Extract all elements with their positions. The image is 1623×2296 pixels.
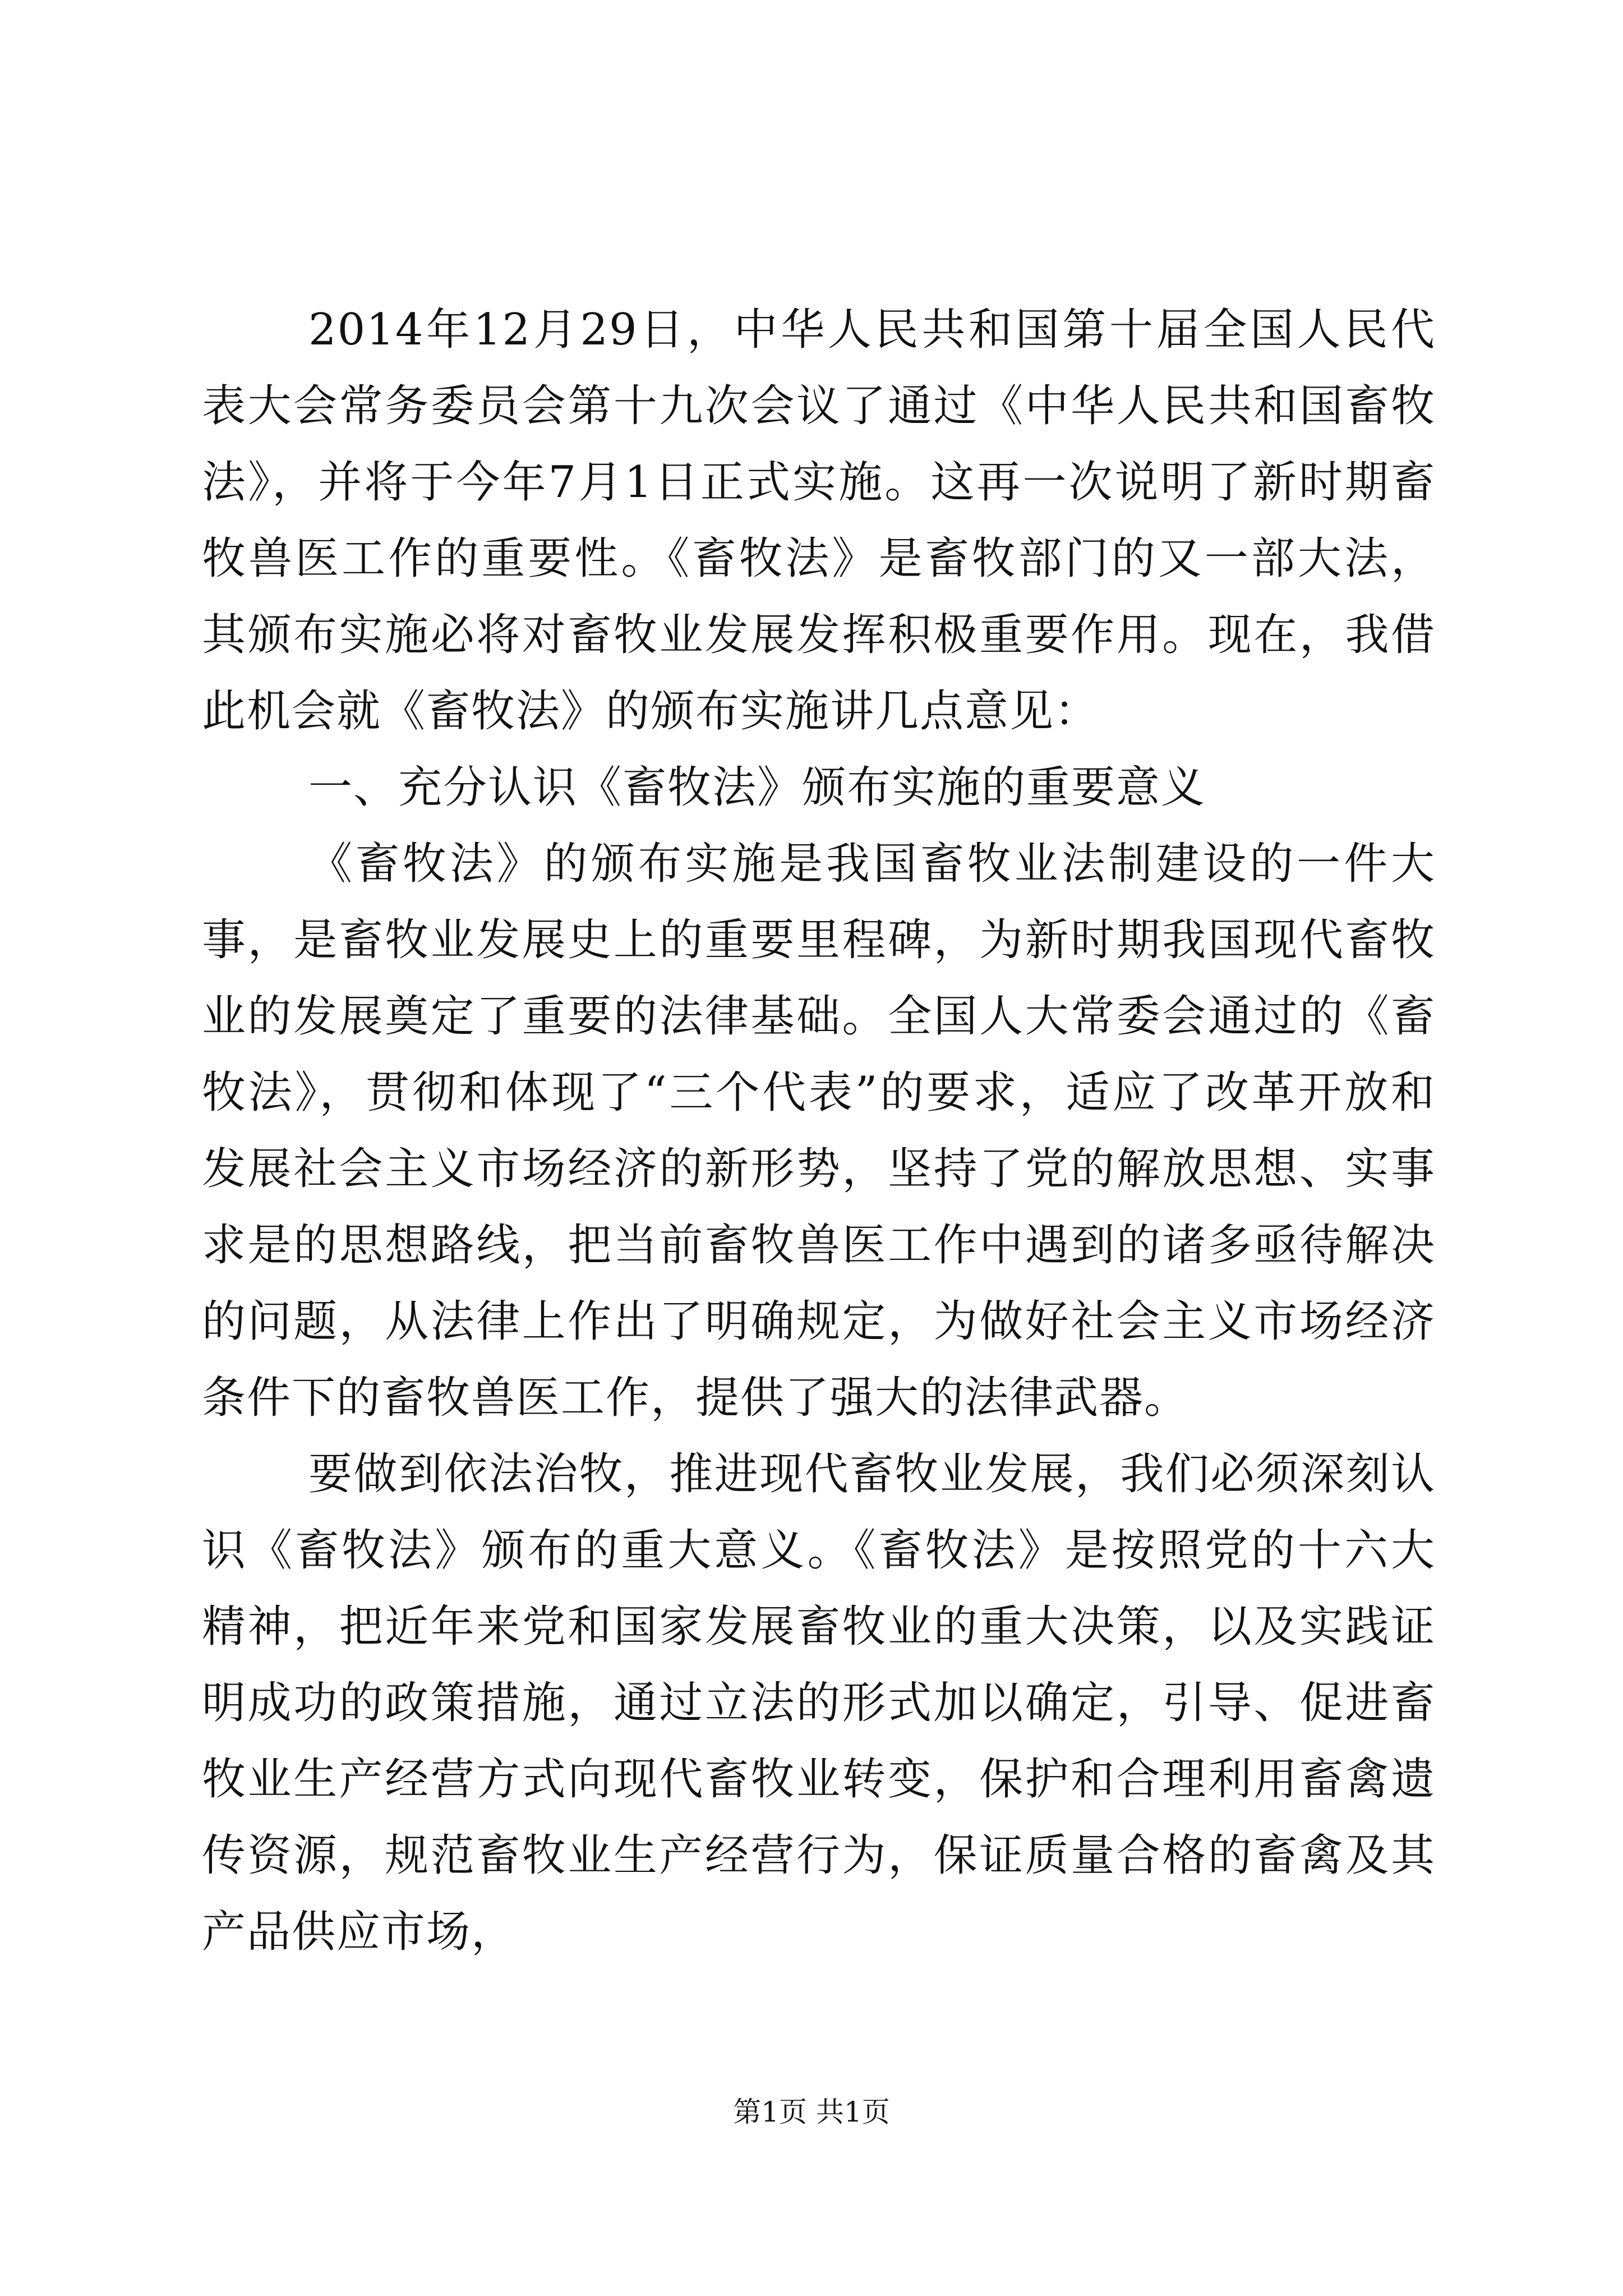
- paragraph-significance: 《畜牧法》的颁布实施是我国畜牧业法制建设的一件大事，是畜牧业发展史上的重要里程碑，为新时期我国现代畜牧业的发展奠定了重要的法律基础。全国人大常委会通过的《畜牧法》，贯彻和体现了“三个代表”的要求，适应了改革开放和发展社会主义市场经济的新形势，坚持了党的解放思想、实事求是的思想路线，把当前畜牧兽医工作中遇到的诸多亟待解决的问题，从法律上作出了明确规定，为做好社会主义市场经济条件下的畜牧兽医工作，提供了强大的法律武器。: [202, 839, 1436, 1423]
- paragraph-rule-of-law: 要做到依法治牧，推进现代畜牧业发展，我们必须深刻认识《畜牧法》颁布的重大意义。《畜牧法》是按照党的十六大精神，把近年来党和国家发展畜牧业的重大决策，以及实践证明成功的政策措施，通过立法的形式加以确定，引导、促进畜牧业生产经营方式向现代畜牧业转变，保护和合理利用畜禽遗传资源，规范畜牧业生产经营行为，保证质量合格的畜禽及其产品供应市场，: [202, 1449, 1436, 1957]
- page-footer: 第1页 共1页: [733, 2096, 890, 2128]
- section-heading-1: 一、充分认识《畜牧法》颁布实施的重要意义: [308, 762, 1206, 813]
- document-body: [202, 292, 1436, 1970]
- paragraph-intro: 2014年12月29日，中华人民共和国第十届全国人民代表大会常务委员会第十九次会议了通过《中华人民共和国畜牧法》，并将于今年7月1日正式实施。这再一次说明了新时期畜牧兽医工作的重要性。《畜牧法》是畜牧部门的又一部大法，其颁布实施必将对畜牧业发展发挥积极重要作用。现在，我借此机会就《畜牧法》的颁布实施讲几点意见：: [202, 305, 1436, 737]
